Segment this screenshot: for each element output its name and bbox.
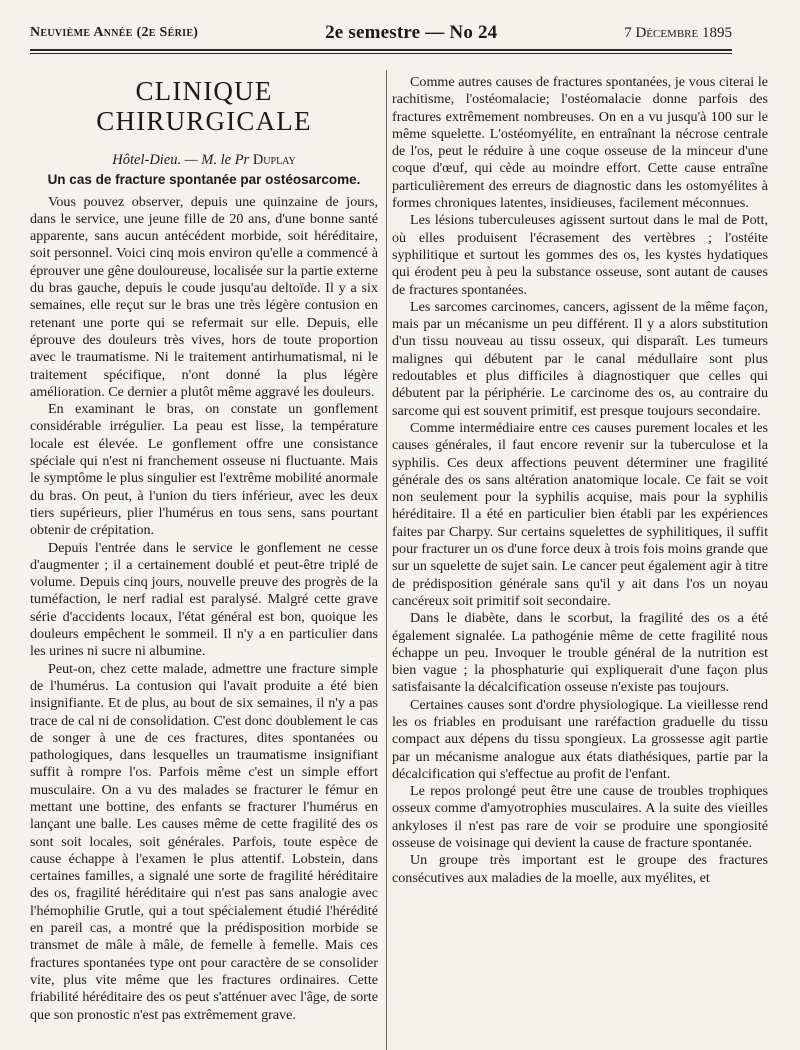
paragraph: Peut-on, chez cette malade, admettre une fracture simple de l'humérus. La contusion qui l'avait produite a été bien insignifiante. Et de plus, au bout de six semaines, il n'y a pas trace de cal ni de consolidation. C'est donc doublement le cas de songer à une de ces fractures, dites spontanées ou pathologiques, dans lesquelles un traumatisme insignifiant suffit à rompre l'os. Parfois même c'est un simple effort musculaire. On a vu des malades se fracturer le fémur en mettant une bottine, des enfants se fracturer l'humérus en lançant une balle. Les causes même de cette fragilité des os sont soit locales, soit générales. Parfois, toute espèce de cause échappe à l'examen le plus attentif. Lobstein, dans certaines familles, a signalé une sorte de fragilité héréditaire des os, fragilité héréditaire qui n'est pas sans analogie avec l'hémophilie Grutle, qui a tout spécialement étudié l'hérédité en pareil cas, a montré que la prédisposition morbide se transmet de mâle à mâle, de femelle à femelle. Mais ces fractures spontanées type ont pour caractère de se consolider vite, plus vite même que les fractures ordinaires. Cette friabilité héréditaire des os peut s'atténuer avec l'âge, de sorte que son pronostic n'est pas extrêmement grave. — [30, 660, 378, 1023]
section-title: CLINIQUE CHIRURGICALE — [96, 76, 312, 136]
running-header — [30, 18, 732, 48]
right-column — [392, 74, 768, 887]
paragraph: En examinant le bras, on constate un gonflement considérable irrégulier. La peau est lisse, la température locale est élevée. Le gonflement offre une consistance spéciale qui n'est ni franchement osseuse ni fluctuante. Mais le symptôme le plus singulier est l'extrême mobilité anormale du bras. On peut, à l'union du tiers inférieur, avec les deux tiers supérieurs, plier l'humérus en tous sens, sans pourtant obtenir de crépitation. — [30, 401, 378, 539]
paragraph: Le repos prolongé peut être une cause de troubles trophiques osseux comme d'amyotrophies musculaires. A la suite des vieilles ankyloses il n'est pas rare de voir se produire une spongiosité osseuse de voisinage qui devient la cause de fracture spontanée. — [392, 783, 768, 852]
header-rule-thick — [30, 49, 732, 51]
article-title: Un cas de fracture spontanée par ostéosarcome. — [47, 172, 361, 188]
location-text: Hôtel-Dieu. — M. le Pr — [112, 152, 250, 168]
column-divider — [386, 70, 387, 1050]
paragraph: Les lésions tuberculeuses agissent surtout dans le mal de Pott, où elles produisent l'écrasement des vertèbres ; l'ostéite syphilitique et surtout les gommes des os, les kystes hydatiques qui érodent peu à peu la substance osseuse, sont autant de causes de fractures spontanées. — [392, 212, 768, 298]
article-location — [30, 152, 378, 169]
author-name: Duplay — [252, 152, 296, 168]
paragraph: Dans le diabète, dans le scorbut, la fragilité des os a été également signalée. La pathogénie même de cette fragilité nous échappe un peu. Invoquer le trouble général de la nutrition est bien vague ; la phosphaturie qui expliquerait d'une façon plus satisfaisante la décalcification osseuse n'existe pas toujours. — [392, 610, 768, 696]
paragraph: Certaines causes sont d'ordre physiologique. La vieillesse rend les os friables en produisant une raréfaction graduelle du tissu compact aux dépens du tissu spongieux. La grossesse agit partie par un mécanisme analogue aux états diathésiques, partie par la décalcification qui s'effectue au profit de l'enfant. — [392, 696, 768, 782]
paragraph: Comme intermédiaire entre ces causes purement locales et les causes générales, il faut encore revenir sur la tuberculose et la syphilis. Ces deux affections peuvent déterminer une fragilité générale des os sans altération anatomique locale. Ce fait se voit non seulement pour la syphilis acquise, mais pour la syphilis héréditaire. Il a été en particulier bien établi par les expériences faites par Charpy. Sur certains squelettes de syphilitiques, il suffit pour fracturer un os d'une force deux à trois fois moins grande que sur un squelette de sujet sain. Le cancer peut également agir à titre de prédisposition générale sans qu'il y ait dans l'os un noyau cancéreux soit primitif soit secondaire. — [392, 419, 768, 609]
paragraph: Depuis l'entrée dans le service le gonflement ne cesse d'augmenter ; il a certainement doublé et peut-être triplé de volume. Depuis cinq jours, nouvelle preuve des progrès de la tuméfaction, le nerf radial est paralysé. Malgré cette grave série d'accidents locaux, l'état général est bon, quoique les douleurs empêchent le sommeil. Il n'y a en particulier dans les urines ni sucre ni albumine. — [30, 539, 378, 660]
paragraph: Vous pouvez observer, depuis une quinzaine de jours, dans le service, une jeune fille de 20 ans, d'une bonne santé apparente, sans aucun antécédent morbide, soit héréditaire, soit personnel. Voici cinq mois environ qu'elle a commencé à éprouver une gêne douloureuse, localisée sur la partie externe du bras gauche, depuis le coude jusqu'au deltoïde. Il y a six semaines, elle reçut sur le bras une très légère contusion en retenant une porte qui se refermait sur elle. Depuis, elle éprouve des douleurs très vives, hors de toute proportion avec le traumatisme. Ni le traitement antirhumatismal, ni le traitement spécifique, n'ont donné la plus légère amélioration. Ce dernier a plutôt même aggravé les douleurs. — [30, 193, 378, 400]
header-rule-thin — [30, 53, 732, 54]
paragraph: Comme autres causes de fractures spontanées, je vous citerai le rachitisme, l'ostéomalacie; l'ostéomalacie donne parfois des fractures extrêmement nombreuses. On en a vu jusqu'à 100 sur le même squelette. L'ostéomyélite, en entraînant la nécrose centrale de l'os, peut le réduire à une coque osseuse de la minceur d'une coque d'œuf, qui cède au moindre effort. Cette cause entraîne particulièrement des erreurs de diagnostic dans les ostomyélites à formes chroniques latentes, insidieuses, facilement méconnues. — [392, 74, 768, 212]
left-column — [30, 70, 378, 1024]
paragraph: Les sarcomes carcinomes, cancers, agissent de la même façon, mais par un mécanisme un peu différent. Il y a alors substitution d'un tissu nouveau au tissu osseux, qui disparaît. Les tumeurs malignes qui débutent par le canal médullaire sont plus redoutables et plus difficiles à diagnostiquer que celles qui débutent par la périphérie. Le carcinome des os, au contraire du sarcome qui est souvent primitif, est presque toujours secondaire. — [392, 298, 768, 419]
header-volume: Neuvième Année (2e Série) — [30, 25, 199, 40]
header-issue: 2e semestre — No 24 — [325, 22, 498, 43]
header-date: 7 Décembre 1895 — [624, 24, 732, 41]
paragraph: Un groupe très important est le groupe des fractures consécutives aux maladies de la moelle, aux myélites, et — [392, 852, 768, 886]
